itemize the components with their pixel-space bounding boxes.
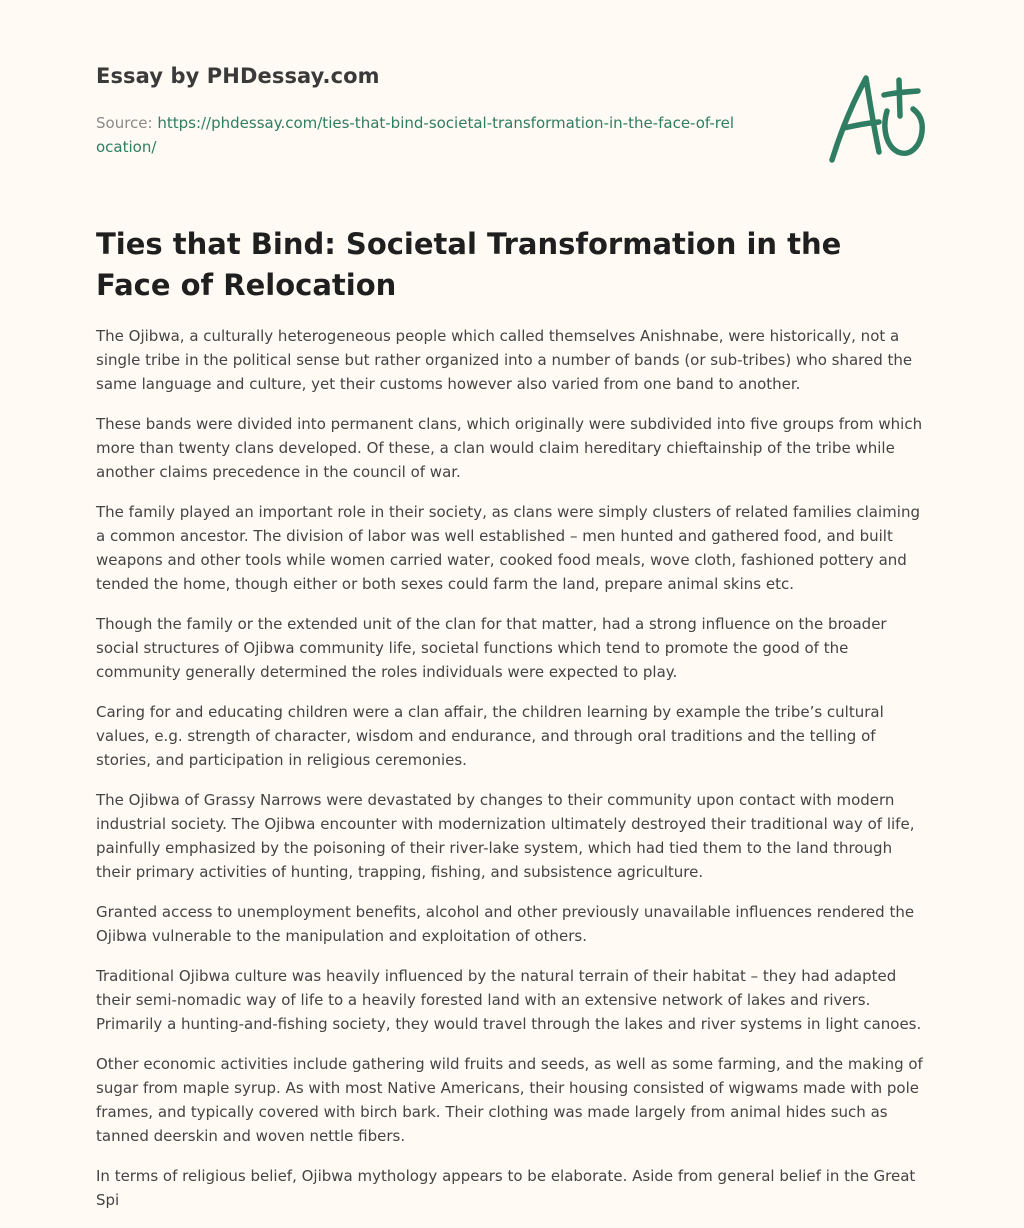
- source-line: [96, 111, 736, 159]
- a-plus-logo-icon: [824, 68, 928, 166]
- essay-paragraph: The Ojibwa of Grassy Narrows were devastated by changes to their community upon contact with modern industrial society. The Ojibwa encounter with modernization ultimately destroyed their traditional way of life, painfully emphasized by the poisoning of their river-lake system, which had tied them to the land through their primary activities of hunting, trapping, fishing, and subsistence agriculture.: [96, 791, 915, 881]
- essay-paragraph-truncated: In terms of religious belief, Ojibwa mythology appears to be elaborate. Aside from general belief in the Great Spi: [96, 1167, 916, 1209]
- essay-paragraph: Granted access to unemployment benefits, alcohol and other previously unavailable influences rendered the Ojibwa vulnerable to the manipulation and exploitation of others.: [96, 903, 915, 945]
- essay-paragraph: Other economic activities include gathering wild fruits and seeds, as well as some farming, and the making of sugar from maple syrup. As with most Native Americans, their housing consisted of wigwams made with pole frames, and typically covered with birch bark. Their clothing was made largely from animal hides such as tanned deerskin and woven nettle fibers.: [96, 1055, 923, 1145]
- essay-paragraph: These bands were divided into permanent clans, which originally were subdivided into five groups from which more than twenty clans developed. Of these, a clan would claim hereditary chieftainship of the tribe while another claims precedence in the council of war.: [96, 415, 923, 481]
- essay-body: [96, 324, 930, 1228]
- source-link[interactable]: https://phdessay.com/ties-that-bind-societal-transformation-in-the-face-of-relocation/: [96, 114, 735, 156]
- essay-paragraph: The Ojibwa, a culturally heterogeneous people which called themselves Anishnabe, were historically, not a single tribe in the political sense but rather organized into a number of bands (or sub-tribes) who shared the same language and culture, yet their customs however also varied from one band to another.: [96, 327, 913, 393]
- essay-title: Ties that Bind: Societal Transformation in the Face of Relocation: [96, 227, 842, 302]
- essay-paragraph: Though the family or the extended unit of the clan for that matter, had a strong influence on the broader social structures of Ojibwa community life, societal functions which tend to promote the good of the community generally determined the roles individuals were expected to play.: [96, 615, 887, 681]
- site-brand: Essay by PHDessay.com: [96, 64, 380, 88]
- source-label: Source:: [96, 114, 158, 132]
- essay-paragraph: Caring for and educating children were a clan affair, the children learning by example the tribe’s cultural values, e.g. strength of character, wisdom and endurance, and through oral traditions and the telling of stories, and participation in religious ceremonies.: [96, 703, 884, 769]
- essay-paragraph: The family played an important role in their society, as clans were simply clusters of related families claiming a common ancestor. The division of labor was well established – men hunted and gathered food, and built weapons and other tools while women carried water, cooked food meals, wove cloth, fashioned pottery and tended the home, though either or both sexes could farm the land, prepare animal skins etc.: [96, 503, 920, 593]
- essay-paragraph: Traditional Ojibwa culture was heavily influenced by the natural terrain of their habitat – they had adapted their semi-nomadic way of life to a heavily forested land with an extensive network of lakes and rivers. Primarily a hunting-and-fishing society, they would travel through the lakes and river systems in light canoes.: [96, 967, 922, 1033]
